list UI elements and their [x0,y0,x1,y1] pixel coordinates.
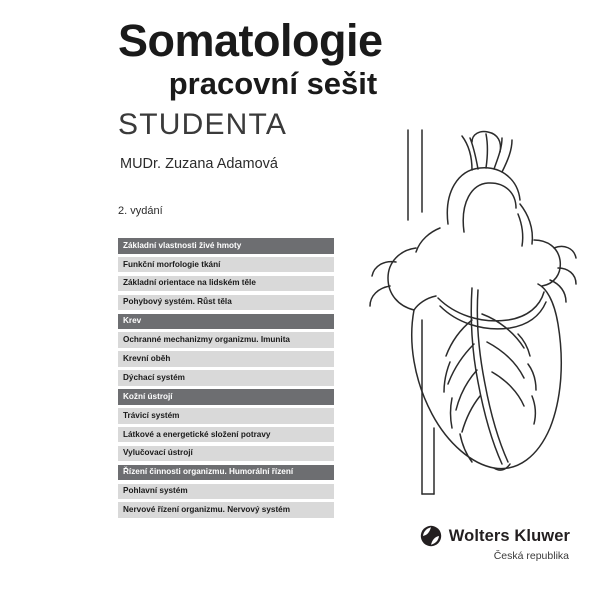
chapter-bar-5 [118,314,334,330]
chapter-bar-15 [118,502,334,518]
chapter-label: Základní vlastnosti živé hmoty [123,240,242,250]
chapter-bar-1 [118,238,334,254]
chapter-bar-2 [118,257,334,273]
chapter-label: Pohybový systém. Růst těla [123,297,232,307]
chapter-bar-8 [118,370,334,386]
publisher-region: Česká republika [493,550,569,562]
wolters-kluwer-logo-icon [420,525,442,547]
subtitle-studenta: STUDENTA [118,108,288,142]
chapter-label: Řízení činnosti organizmu. Humorální řízení [123,467,294,477]
chapter-label: Nervové řízení organizmu. Nervový systém [123,505,291,515]
author-name: MUDr. Zuzana Adamová [120,156,278,173]
chapter-bar-10 [118,408,334,424]
chapter-label: Trávicí systém [123,410,180,420]
chapter-bar-6 [118,332,334,348]
chapter-label: Dýchací systém [123,372,185,382]
chapter-bar-7 [118,351,334,367]
chapter-label: Látkové a energetické složení potravy [123,429,271,439]
publisher-name: Wolters Kluwer [448,526,570,545]
chapter-bar-14 [118,484,334,500]
publisher-row [420,525,570,547]
chapter-label: Krevní oběh [123,353,171,363]
subtitle: pracovní sešit [168,65,378,101]
edition-label: 2. vydání [118,205,163,217]
chapter-label: Pohlavní systém [123,486,188,496]
chapter-bar-9 [118,389,334,405]
chapter-label: Krev [123,316,142,326]
chapter-label: Vylučovací ústrojí [123,448,193,458]
chapter-label: Kožní ústrojí [123,391,173,401]
chapter-bar-12 [118,446,334,462]
page-title: Somatologie [118,15,383,66]
chapter-label: Ochranné mechanizmy organizmu. Imunita [123,335,290,345]
chapter-bar-3 [118,276,334,292]
chapter-bar-11 [118,427,334,443]
human-heart-line-drawing [322,128,590,500]
chapter-list [118,238,334,521]
chapter-bar-4 [118,295,334,311]
chapter-bar-13 [118,465,334,481]
publisher-block [420,525,570,562]
chapter-label: Základní orientace na lidském těle [123,278,256,288]
chapter-label: Funkční morfologie tkání [123,259,221,269]
